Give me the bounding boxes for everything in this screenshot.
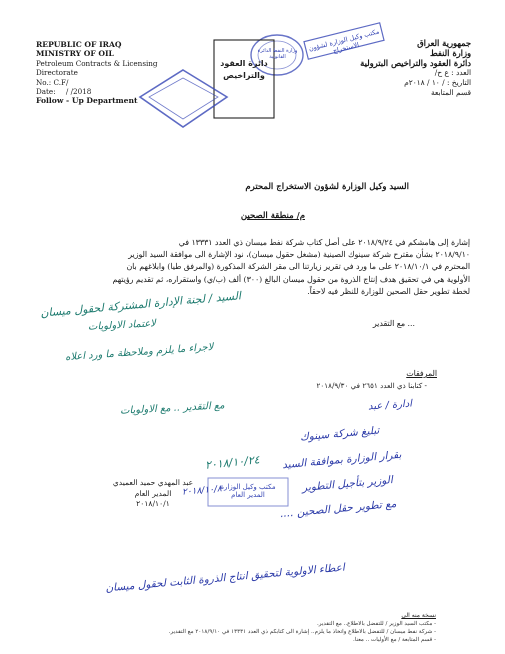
department-name: Follow - Up Department xyxy=(36,96,138,106)
handwritten-note-2: لاعتماد الاولويات xyxy=(87,318,157,333)
number-label: No.: C.F/ xyxy=(36,77,69,87)
signature-date: ٢٠١٨/١٠/١ xyxy=(136,499,170,508)
signatory-title: المدير العام xyxy=(134,488,172,498)
handwritten-note-blue-4: الوزير بتأجيل التطوير xyxy=(301,474,394,494)
letter-body xyxy=(60,237,470,298)
attachment-item: - كتابنا ذي العدد ٢٦٥١ في ٢٠١٨/٩/٣٠ xyxy=(316,381,427,390)
date-ar: التاريخ : / ١٠ / ٢٠١٨م xyxy=(404,78,471,87)
directorate-name-ar: دائرة العقود والتراخيص البترولية xyxy=(360,58,471,68)
directorate-label: Directorate xyxy=(36,68,78,78)
country-name-ar: جمهورية العراق xyxy=(417,38,471,48)
cc-line: - قسم المتابعة / مع الأوليات .. معنا. xyxy=(353,637,436,643)
body-line: المحترم في ٢٠١٨/١٠/١ على ما ورد في تقرير زيارتنا الى مقر الشركة المذكورة (والمرفق طيا) وابلاغهم بان xyxy=(126,262,470,272)
country-name: REPUBLIC OF IRAQ xyxy=(36,40,122,49)
attachments-title: المرفقات xyxy=(406,369,437,378)
ministry-name-ar: وزارة النفط xyxy=(430,48,471,58)
middle-stamp-text: مكتب وكيل الوزارة المدير العام xyxy=(220,483,276,499)
date-value: / /2018 xyxy=(65,87,92,97)
department-ar: قسم المتابعة xyxy=(430,88,471,97)
handwritten-note-1: السيد / لجنة الإدارة المشتركة لحقول ميسان xyxy=(39,289,242,320)
body-line: الأولوية هي في تحقيق هدف إنتاج الذروة من حقول ميسان البالغ (٣٠٠) ألف (ب/ي) واستقراره، ثم تقديم رؤيتهم xyxy=(112,274,470,284)
handwritten-note-blue-6: اعطاء الاولوية لتحقيق انتاج الذروة الثابت لحقول ميسان xyxy=(104,561,346,595)
signatory-name: عبد المهدي حميد العميدي xyxy=(112,478,194,487)
handwritten-note-blue-3: بقرار الوزارة بموافقة السيد xyxy=(281,448,402,472)
date-label: Date: xyxy=(36,87,56,97)
handwritten-note-4: مع التقدير .. مع الاولويات xyxy=(119,400,225,417)
handwritten-note-3: لاجراء ما يلزم وملاحظة ما ورد اعلاه xyxy=(64,341,214,364)
handwritten-date-2: ٢٠١٨/١٠/٨ xyxy=(181,484,223,498)
body-line: لخطة تطوير حقل الصحين للوزارة للنظر فيه لاحقاً. xyxy=(307,286,470,296)
number-ar: العدد : ع ح/ xyxy=(434,68,471,77)
top-stamp-text: مكتب وكيل الوزارة لشؤون الاستخراج xyxy=(307,27,381,55)
addressee: السيد وكيل الوزارة لشؤون الاستخراج المحترم xyxy=(245,182,409,192)
rect-stamp-text: دائرة العقود والتراخيص xyxy=(220,59,268,80)
cc-title: نسخة منه الى xyxy=(401,612,436,619)
cc-line: - مكتب السيد الوزير / للتفضل بالاطلاع.. مع التقدير. xyxy=(316,621,436,627)
cc-line: - شركة نفط ميسان / للتفضل بالاطلاع واتخاذ ما يلزم.. إشارة الى كتابكم ذي العدد ١٣٣٣١ في ٢٠١٨/٩/١٠ مع التقدير. xyxy=(168,629,436,635)
handwritten-note-blue-2: تبليغ شركة سينوك xyxy=(299,424,380,444)
directorate-name: Petroleum Contracts & Licensing xyxy=(36,58,158,68)
subject-line: م/ منطقة الصحين xyxy=(240,211,305,221)
round-stamp-text: وزارة النفط الدائرة القانونية xyxy=(257,48,298,60)
handwritten-date-1: ٢٠١٨/١٠/٢٤ xyxy=(204,453,261,472)
handwritten-note-blue-1: ادارة / عبد xyxy=(367,398,413,413)
ministry-name: MINISTRY OF OIL xyxy=(36,49,114,59)
body-line: ٢٠١٨/٩/١٠ بشأن مقترح شركة سينوك الصينية (مشغل حقول ميسان)، نود الإشارة الى موافقة السيد الوزير xyxy=(128,250,470,260)
body-line: إشارة إلى هامشكم في ٢٠١٨/٩/٢٤ على أصل كتاب شركة نفط ميسان ذي العدد ١٣٣٣١ في xyxy=(178,238,470,247)
closing-regards: ... مع التقدير xyxy=(372,319,415,328)
handwritten-note-blue-5: مع تطوير حقل الصحين .... xyxy=(279,497,397,521)
